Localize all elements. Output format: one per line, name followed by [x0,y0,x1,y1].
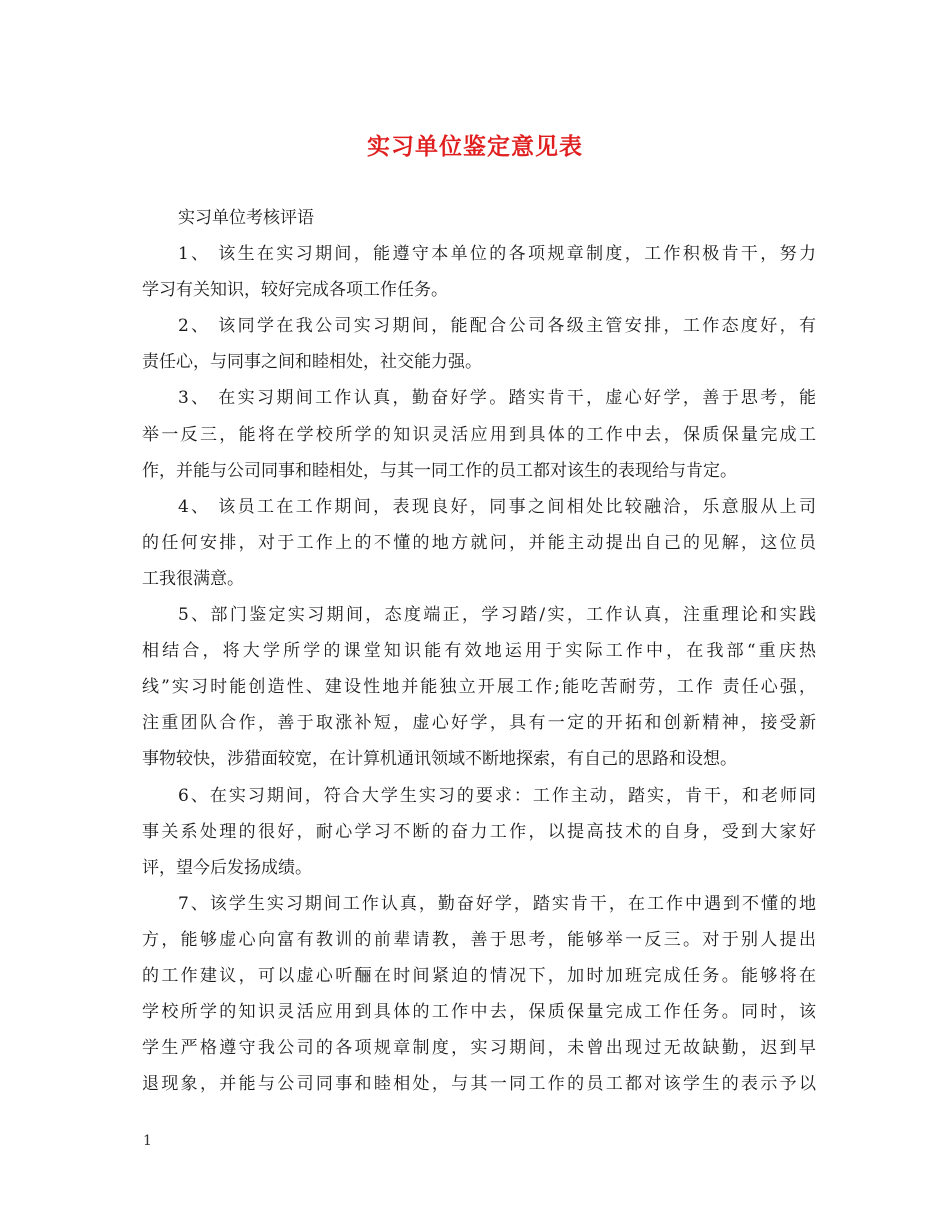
paragraph-line: 相结合，将大学所学的课堂知识能有效地运用于实际工作中，在我部“重庆热 [142,641,816,662]
paragraph-line: 作，并能与公司同事和睦相处，与其一同工作的员工都对该生的表现给与肯定。 [142,460,737,481]
page-number: 1 [143,1133,152,1149]
paragraph-line: 学生严格遵守我公司的各项规章制度，实习期间，未曾出现过无故缺勤，迟到早 [142,1038,816,1059]
paragraph-line: 4、 该员工在工作期间，表现良好，同事之间相处比较融洽，乐意服从上司 [178,496,816,517]
paragraph-line: 举一反三，能将在学校所学的知识灵活应用到具体的工作中去，保质保量完成工 [142,424,816,445]
paragraph-line: 的任何安排，对于工作上的不懂的地方就问，并能主动提出自己的见解，这位员 [142,532,816,553]
paragraph-line: 5、部门鉴定实习期间，态度端正，学习踏/实，工作认真，注重理论和实践 [178,605,816,626]
paragraph-line: 3、 在实习期间工作认真，勤奋好学。踏实肯干，虚心好学，善于思考，能 [178,388,816,409]
paragraph-line: 评，望今后发扬成绩。 [142,857,312,878]
paragraph-line: 7、该学生实习期间工作认真，勤奋好学，踏实肯干，在工作中遇到不懂的地 [178,893,816,914]
paragraph-line: 学校所学的知识灵活应用到具体的工作中去，保质保量完成工作任务。同时，该 [142,1002,816,1023]
paragraph-line: 方，能够虚心向富有教训的前辈请教，善于思考，能够举一反三。对于别人提出 [142,929,816,950]
paragraph-line: 2、 该同学在我公司实习期间，能配合公司各级主管安排，工作态度好，有 [178,316,816,337]
paragraph-line: 事关系处理的很好，耐心学习不断的奋力工作，以提高技术的自身，受到大家好 [142,821,816,842]
paragraph-line: 退现象，并能与公司同事和睦相处，与其一同工作的员工都对该学生的表示予以 [142,1074,816,1095]
paragraph-line: 学习有关知识，较好完成各项工作任务。 [142,280,448,301]
section-heading: 实习单位考核评语 [178,208,314,228]
paragraph-line: 责任心，与同事之间和睦相处，社交能力强。 [142,352,482,373]
document-body [142,200,816,1102]
paragraph-line: 注重团队合作，善于取涨补短，虚心好学，具有一定的开拓和创新精神，接受新 [142,713,816,734]
paragraph-line: 事物较快，涉猎面较宽，在计算机通讯领域不断地探索，有自己的思路和设想。 [142,749,737,770]
paragraph-line: 6、在实习期间，符合大学生实习的要求：工作主动，踏实，肯干，和老师同 [178,785,816,806]
paragraph-line: 线”实习时能创造性、建设性地并能独立开展工作;能吃苦耐劳，工作 责任心强， [142,677,816,698]
document-title: 实习单位鉴定意见表 [367,134,583,160]
paragraph-line: 1、 该生在实习期间，能遵守本单位的各项规章制度，工作积极肯干，努力 [178,244,816,265]
paragraph-line: 工我很满意。 [142,568,244,589]
paragraph-line: 的工作建议，可以虚心听酾在时间紧迫的情况下，加时加班完成任务。能够将在 [142,965,816,986]
